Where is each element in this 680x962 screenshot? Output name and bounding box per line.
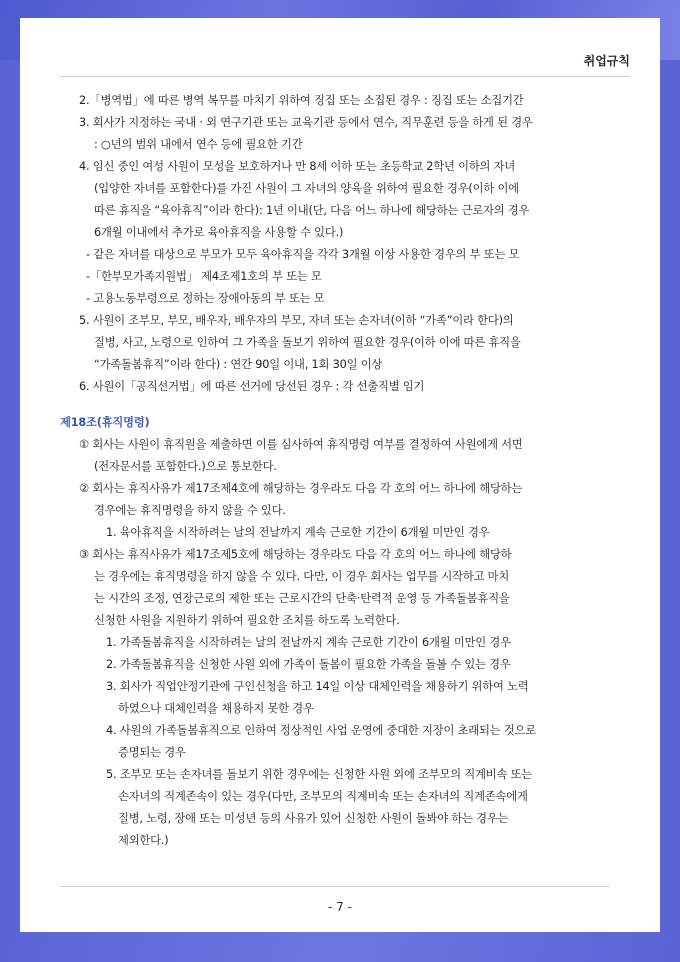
article-line: 하였으나 대체인력을 채용하지 못한 경우 xyxy=(118,702,314,715)
bottom-decoration-band xyxy=(0,932,680,962)
article-line: 손자녀의 직계존속이 있는 경우(다만, 조부모의 직계비속 또는 손자녀의 직계존속에게 xyxy=(118,790,528,803)
article-line: 제외한다.) xyxy=(118,834,169,847)
body-line: - 같은 자녀를 대상으로 부모가 모두 육아휴직을 각각 3개월 이상 사용한 경우의 부 또는 모 xyxy=(86,248,520,261)
article-line: 1. 가족돌봄휴직을 시작하려는 날의 전날까지 계속 근로한 기간이 6개월 미만인 경우 xyxy=(106,636,511,649)
body-line: 3. 회사가 지정하는 국내 · 외 연구기관 또는 교육기관 등에서 연수, 직무훈련 등을 하게 된 경우 xyxy=(79,116,533,129)
article-line: ③ 회사는 휴직사유가 제17조제5호에 해당하는 경우라도 다음 각 호의 어느 하나에 해당하 xyxy=(79,548,512,561)
article-line: 는 경우에는 휴직명령을 하지 않을 수 있다. 다만, 이 경우 회사는 업무를 시작하고 마치 xyxy=(94,570,510,583)
article-line: 경우에는 휴직명령을 하지 않을 수 있다. xyxy=(94,504,286,517)
article-line: 3. 회사가 직업안정기관에 구인신청을 하고 14일 이상 대체인력을 채용하기 위하여 노력 xyxy=(106,680,529,693)
article-line: 질병, 노령, 장애 또는 미성년 등의 사유가 있어 신청한 사원이 돌봐야 하는 경우는 xyxy=(118,812,509,825)
body-line: -「한부모가족지원법」 제4조제1호의 부 또는 모 xyxy=(86,270,322,283)
page-content xyxy=(60,90,640,852)
article-line: 는 시간의 조정, 연장근로의 제한 또는 근로시간의 단축·탄력적 운영 등 가족돌봄휴직을 xyxy=(94,592,510,605)
body-line: 6. 사원이「공직선거법」에 따른 선거에 당선된 경우 : 각 선출직별 임기 xyxy=(79,380,425,393)
body-line: 2.「병역법」에 따른 병역 복무를 마치기 위하여 징집 또는 소집된 경우 : 징집 또는 소집기간 xyxy=(79,94,524,107)
body-line: 5. 사원이 조부모, 부모, 배우자, 배우자의 부모, 자녀 또는 손자녀(이하 “가족”이라 한다)의 xyxy=(79,314,514,327)
article-line: 4. 사원의 가족돌봄휴직으로 인하여 정상적인 사업 운영에 중대한 지장이 초래되는 것으로 xyxy=(106,724,536,737)
body-line: - 고용노동부령으로 정하는 장애아동의 부 또는 모 xyxy=(86,292,325,305)
article-heading: 제18조(휴직명령) xyxy=(60,416,150,429)
article-line: 5. 조부모 또는 손자녀를 돌보기 위한 경우에는 신청한 사원 외에 조부모의 직계비속 또는 xyxy=(106,768,533,781)
article-line: ② 회사는 휴직사유가 제17조제4호에 해당하는 경우라도 다음 각 호의 어느 하나에 해당하는 xyxy=(79,482,523,495)
page-number: - 7 - xyxy=(328,900,352,914)
body-line: 따른 휴직을 “육아휴직”이라 한다): 1년 이내(단, 다음 어느 하나에 해당하는 근로자의 경우 xyxy=(94,204,530,217)
footer-rule xyxy=(60,886,610,887)
body-line: (입양한 자녀를 포함한다)를 가진 사원이 그 자녀의 양육을 위하여 필요한 경우(이하 이에 xyxy=(94,182,519,195)
article-line: ① 회사는 사원이 휴직원을 제출하면 이를 심사하여 휴직명령 여부를 결정하여 사원에게 서면 xyxy=(79,438,523,451)
body-line: : ○년의 범위 내에서 연수 등에 필요한 기간 xyxy=(94,138,303,151)
article-line: (전자문서를 포함한다.)으로 통보한다. xyxy=(94,460,277,473)
article-line: 2. 가족돌봄휴직을 신청한 사원 외에 가족이 돌봄이 필요한 가족을 돌볼 수 있는 경우 xyxy=(106,658,511,671)
body-line: 질병, 사고, 노령으로 인하여 그 가족을 돌보기 위하여 필요한 경우(이하 이에 따른 휴직을 xyxy=(94,336,521,349)
body-line: 4. 임신 중인 여성 사원이 모성을 보호하거나 만 8세 이하 또는 초등학교 2학년 이하의 자녀 xyxy=(79,160,516,173)
body-line: 6개월 이내에서 추가로 육아휴직을 사용할 수 있다.) xyxy=(94,226,344,239)
header-rule xyxy=(60,76,630,77)
article-line: 신청한 사원을 지원하기 위하여 필요한 조치를 하도록 노력한다. xyxy=(94,614,400,627)
document-page xyxy=(20,18,660,932)
running-header: 취업규칙 xyxy=(583,54,630,68)
article-line: 증명되는 경우 xyxy=(118,746,186,759)
body-line: “가족돌봄휴직”이라 한다) : 연간 90일 이내, 1회 30일 이상 xyxy=(94,358,383,371)
article-line: 1. 육아휴직을 시작하려는 날의 전날까지 계속 근로한 기간이 6개월 미만인 경우 xyxy=(106,526,490,539)
